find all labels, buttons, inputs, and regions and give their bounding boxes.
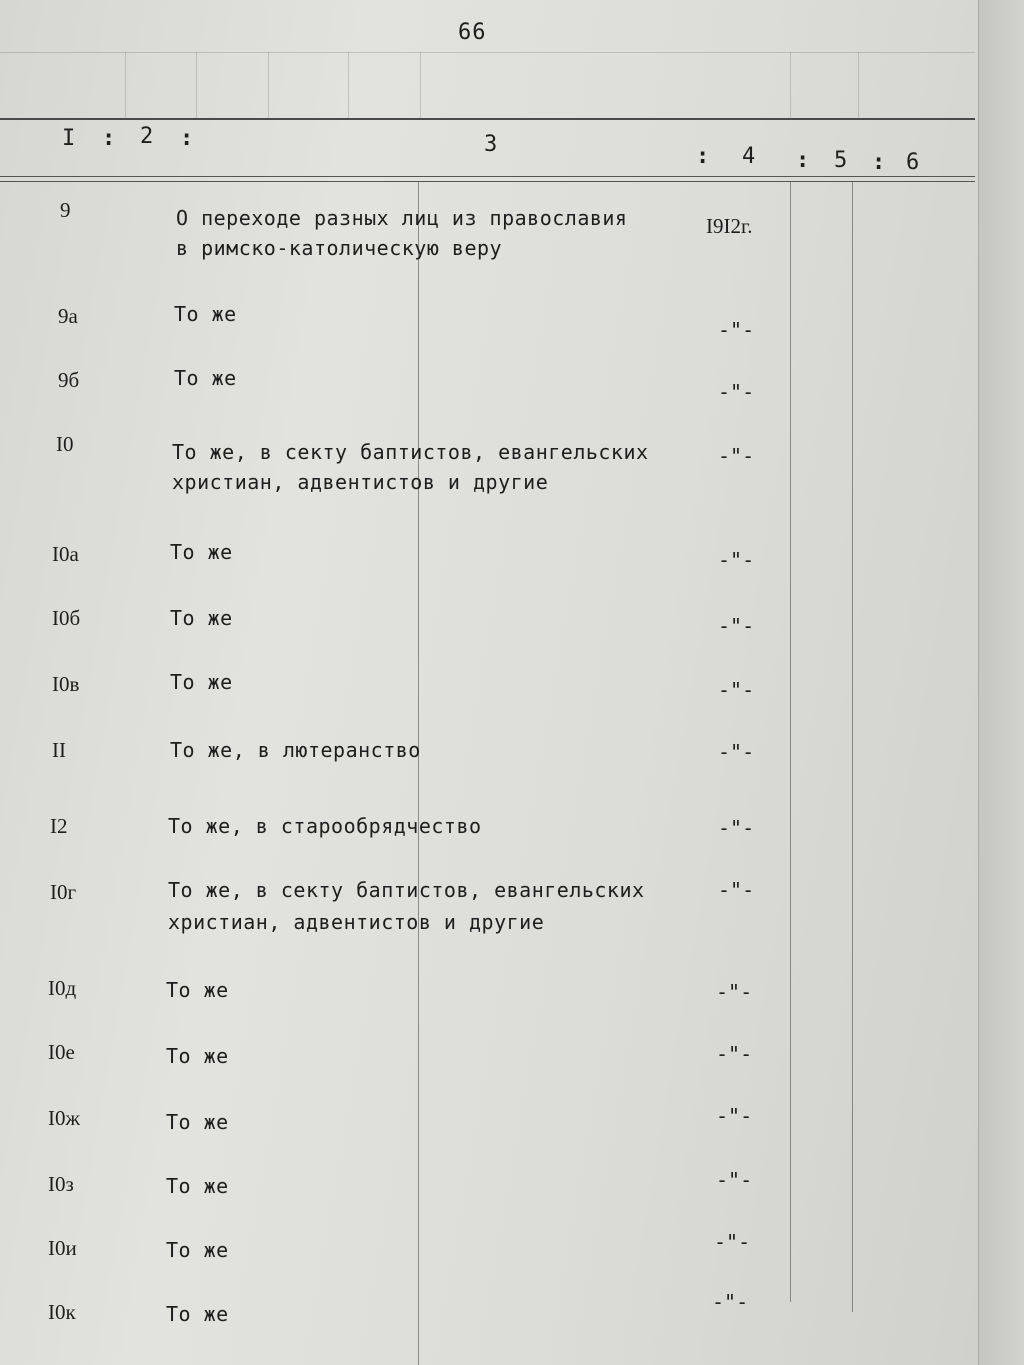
row-title-line: То же, в секту баптистов, евангельских [172,440,649,464]
paper-edge [978,0,1024,1365]
row-title-line: в римско-католическую веру [176,236,503,260]
row-title-line: То же [166,1174,229,1198]
column-rule [790,182,791,1302]
row-number: I0д [48,976,77,1000]
ghost-column-line [790,52,791,118]
row-number: I0в [52,672,80,696]
row-date: -"- [718,614,755,638]
row-title-line: То же [166,978,229,1002]
row-title-line: О переходе разных лиц из православия [176,206,628,230]
row-date: -"- [716,1104,753,1128]
row-number: 9 [60,198,71,222]
ghost-column-line [125,52,126,118]
column-separator: : [180,126,194,151]
column-rule [852,182,853,1312]
row-number: I0ж [48,1106,81,1130]
header-top-rule [0,118,975,120]
header-bottom-rule [0,176,975,177]
column-separator: : [102,126,116,151]
column-number-4: 4 [742,144,756,169]
row-date: -"- [718,678,755,702]
row-number: I0 [56,432,74,456]
column-number-2: 2 [140,124,154,149]
row-title-line: То же [166,1044,229,1068]
row-title-line: То же [170,540,233,564]
row-number: 9б [58,368,80,392]
row-date: -"- [716,1042,753,1066]
row-title-line: То же [170,670,233,694]
row-number: 9а [58,304,78,328]
row-date: -"- [716,1168,753,1192]
row-title-line: То же [174,302,237,326]
row-date: -"- [718,318,755,342]
column-number-5: 5 [834,148,848,173]
row-title-line: То же [170,606,233,630]
ghost-table-header [0,52,975,119]
row-date: -"- [714,1230,751,1254]
row-title-line: То же [166,1302,229,1326]
column-number-3: 3 [484,132,498,157]
row-title-line: То же [166,1110,229,1134]
column-separator: : [696,144,710,169]
column-number-1: I [62,126,76,151]
row-number: I0к [48,1300,76,1324]
ghost-column-line [858,52,859,118]
row-number: I0а [52,542,79,566]
row-title-line: То же, в секту баптистов, евангельских [168,878,645,902]
ghost-column-line [420,52,421,118]
row-title-line: То же [166,1238,229,1262]
row-date: -"- [712,1290,749,1314]
row-date: -"- [718,878,755,902]
ghost-column-line [268,52,269,118]
row-number: I2 [50,814,68,838]
row-date: -"- [716,980,753,1004]
column-separator: : [872,150,886,175]
header-bottom-rule-2 [0,181,975,182]
row-date: -"- [718,816,755,840]
row-number: II [52,738,66,762]
column-number-6: 6 [906,150,920,175]
ghost-column-line [348,52,349,118]
row-number: I0е [48,1040,75,1064]
ghost-column-line [196,52,197,118]
row-number: I0б [52,606,81,630]
row-date: -"- [718,380,755,404]
row-date: I9I2г. [706,214,753,238]
row-date: -"- [718,740,755,764]
row-title-line: христиан, адвентистов и другие [172,470,549,494]
column-separator: : [796,148,810,173]
row-title-line: христиан, адвентистов и другие [168,910,545,934]
row-number: I0и [48,1236,77,1260]
row-title-line: То же [174,366,237,390]
page-number: 66 [458,20,487,45]
column-rule [418,182,419,1365]
row-date: -"- [718,444,755,468]
row-title-line: То же, в лютеранство [170,738,421,762]
row-title-line: То же, в старообрядчество [168,814,482,838]
row-number: I0г [50,880,77,904]
row-date: -"- [718,548,755,572]
row-number: I0з [48,1172,74,1196]
